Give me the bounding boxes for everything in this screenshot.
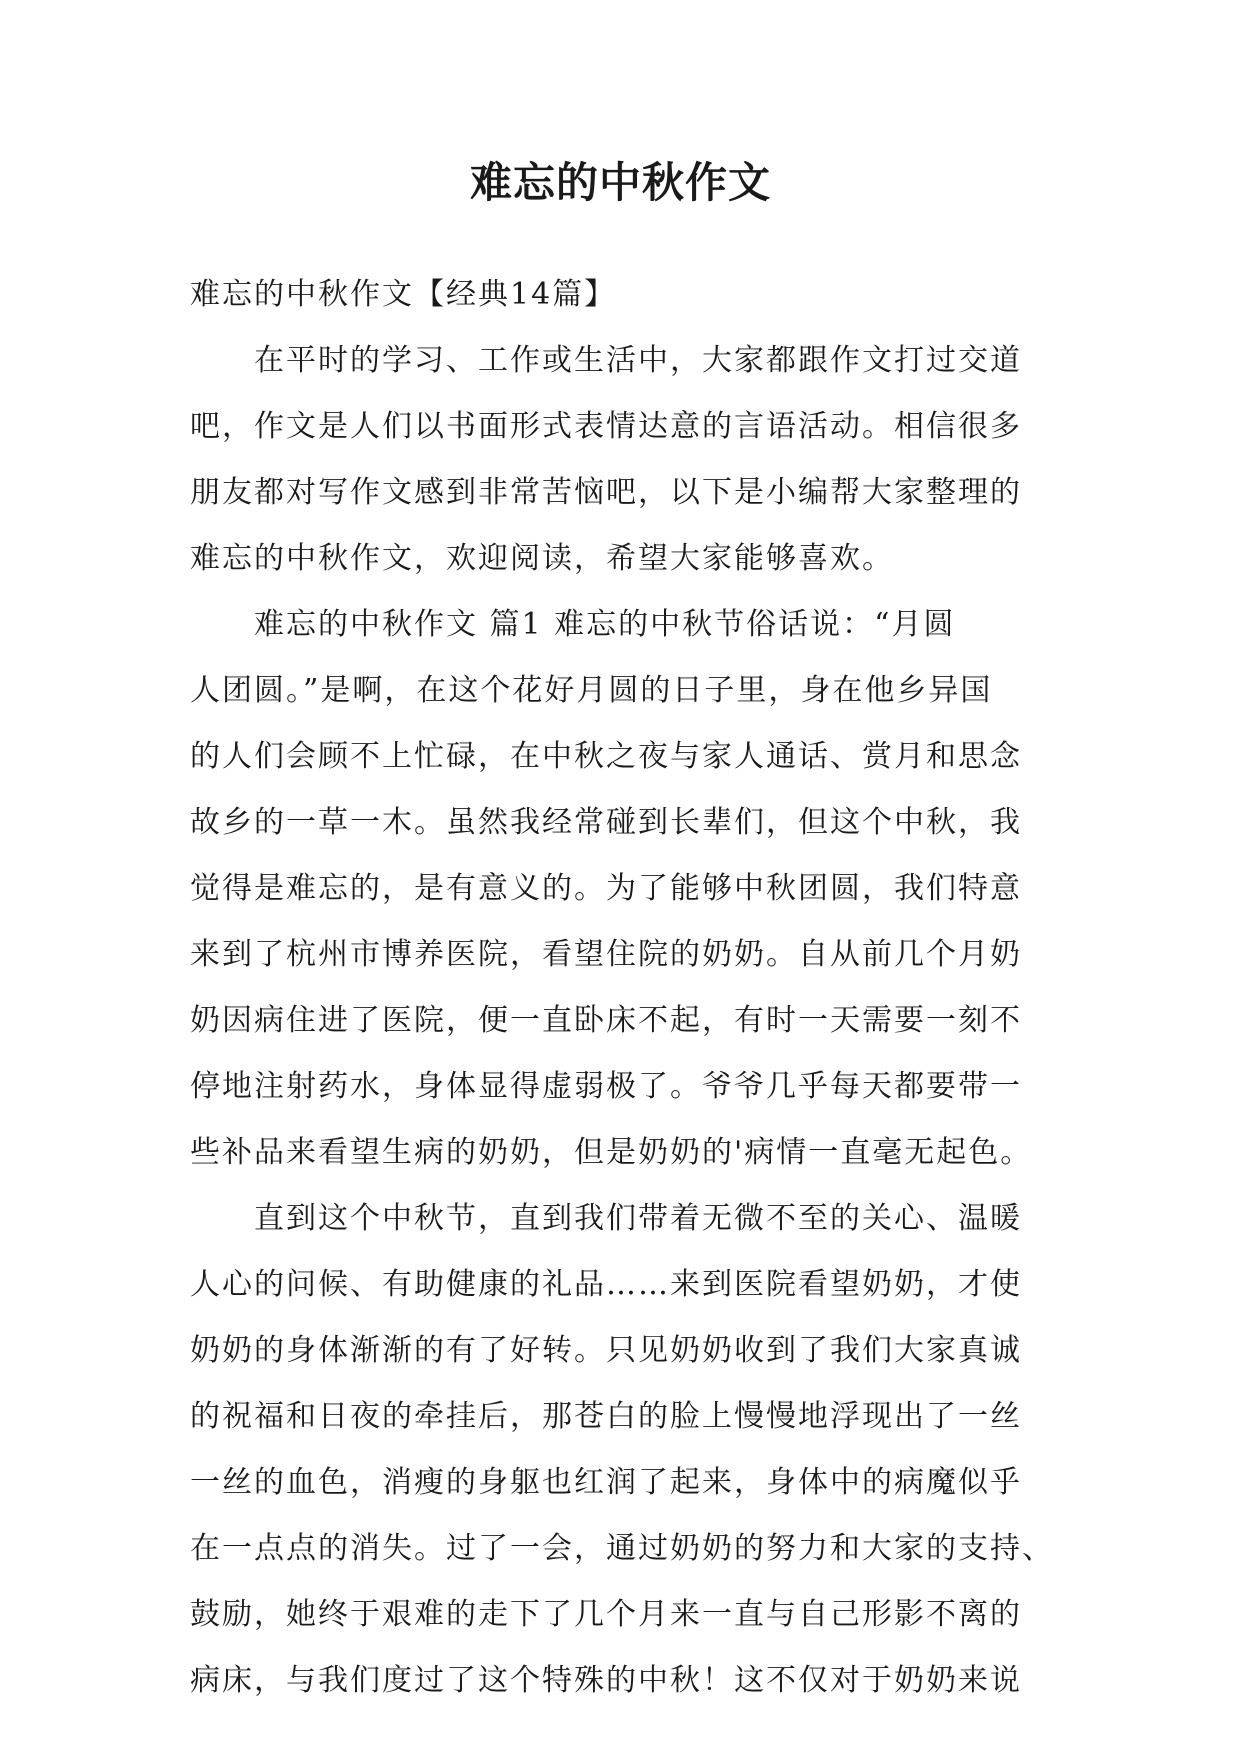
- text-line: 难忘的中秋作文，欢迎阅读，希望大家能够喜欢。: [190, 541, 894, 576]
- text-line: 难忘的中秋作文 篇1 难忘的中秋节俗话说：“月圆: [254, 607, 956, 642]
- text-line: 人团圆。”是啊，在这个花好月圆的日子里，身在他乡异国: [190, 673, 993, 708]
- text-line: 的祝福和日夜的牵挂后，那苍白的脸上慢慢地浮现出了一丝: [190, 1399, 1022, 1434]
- text-line: 在平时的学习、工作或生活中，大家都跟作文打过交道: [254, 343, 1022, 378]
- text-line: 吧，作文是人们以书面形式表情达意的言语活动。相信很多: [190, 409, 1022, 444]
- text-line: 一丝的血色，消瘦的身躯也红润了起来，身体中的病魔似乎: [190, 1465, 1022, 1500]
- text-line: 鼓励，她终于艰难的走下了几个月来一直与自己形影不离的: [190, 1597, 1022, 1632]
- text-line: 在一点点的消失。过了一会，通过奶奶的努力和大家的支持、: [190, 1531, 1054, 1566]
- text-line: 人心的问候、有助健康的礼品……来到医院看望奶奶，才使: [190, 1267, 1022, 1302]
- text-line: 来到了杭州市博养医院，看望住院的奶奶。自从前几个月奶: [190, 937, 1022, 972]
- text-line: 些补品来看望生病的奶奶，但是奶奶的'病情一直毫无起色。: [190, 1135, 1033, 1170]
- text-line: 觉得是难忘的，是有意义的。为了能够中秋团圆，我们特意: [190, 871, 1022, 906]
- text-line: 难忘的中秋作文【经典14篇】: [190, 277, 617, 312]
- text-line: 奶奶的身体渐渐的有了好转。只见奶奶收到了我们大家真诚: [190, 1333, 1022, 1368]
- text-line: 直到这个中秋节，直到我们带着无微不至的关心、温暖: [254, 1201, 1022, 1236]
- text-line: 故乡的一草一木。虽然我经常碰到长辈们，但这个中秋，我: [190, 805, 1022, 840]
- document-title: 难忘的中秋作文: [469, 158, 771, 207]
- text-line: 停地注射药水，身体显得虚弱极了。爷爷几乎每天都要带一: [190, 1069, 1022, 1104]
- document-body: [190, 262, 1070, 1714]
- text-line: 奶因病住进了医院，便一直卧床不起，有时一天需要一刻不: [190, 1003, 1022, 1038]
- text-line: 的人们会顾不上忙碌，在中秋之夜与家人通话、赏月和思念: [190, 739, 1022, 774]
- text-line: 病床，与我们度过了这个特殊的中秋！这不仅对于奶奶来说: [190, 1663, 1022, 1698]
- text-line: 朋友都对写作文感到非常苦恼吧，以下是小编帮大家整理的: [190, 475, 1022, 510]
